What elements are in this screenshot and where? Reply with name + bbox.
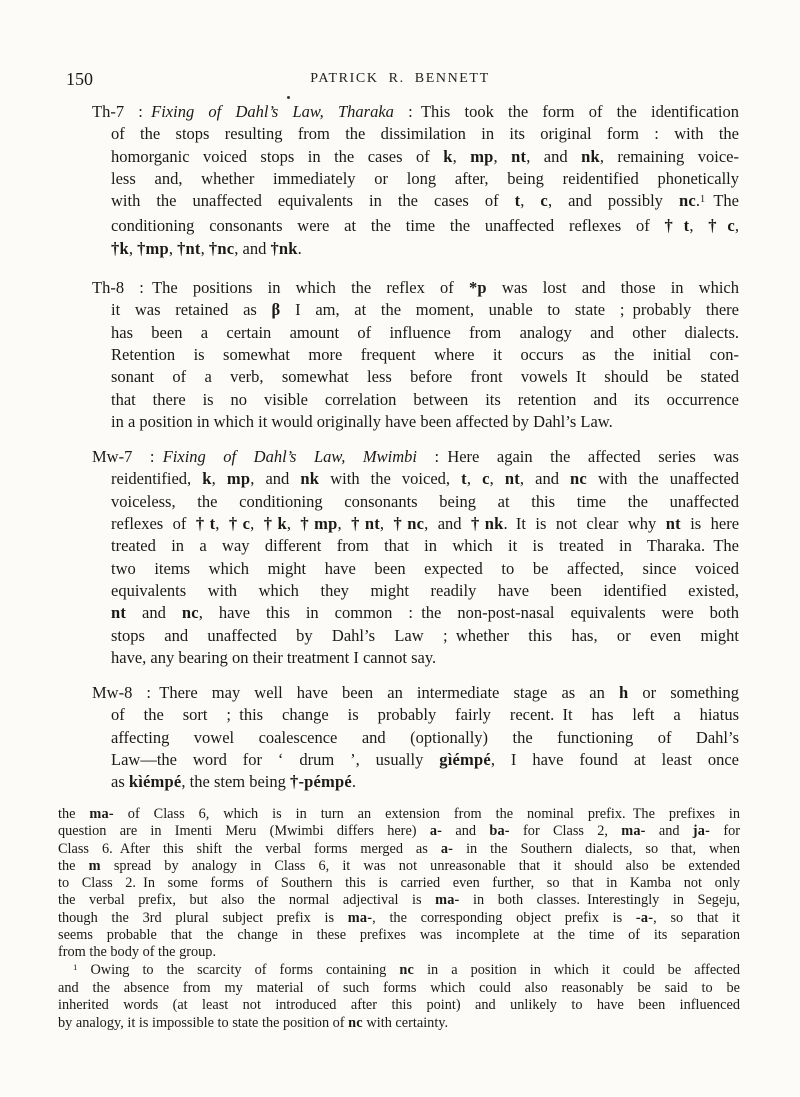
text-line [92,682,739,704]
text-segment: Law—the word for ‘ drum ’, usually [111,750,440,770]
text-segment: or something [628,683,740,703]
text-segment: , and [424,514,471,534]
text-line [111,580,739,602]
text-segment: the [58,857,89,874]
text-line [111,468,739,490]
text-segment: , remaining voice- [599,146,739,166]
text-segment: ja- [692,823,711,840]
text-segment: mp [470,146,494,166]
text-segment: kìémpé [128,772,182,792]
text-segment: 1 [699,193,706,205]
text-line [111,625,739,647]
text-segment: and [645,823,693,840]
text-segment: Owing to the scarcity of forms containing [77,961,400,978]
text-segment: †nt [177,238,201,258]
text-segment: The [705,191,739,211]
text-segment: mp [226,469,251,489]
text-segment: , [211,469,227,489]
text-segment: ma- [347,909,373,926]
text-segment: , and [250,469,301,489]
running-head: PATRICK R. BENNETT [310,71,490,86]
text-line [111,535,739,557]
text-line [92,277,739,299]
text-segment: for Class 2, [509,823,622,840]
text-segment: nk [300,469,320,489]
text-segment: less and, whether immediately or long after, being reidentified phonetically [111,168,739,188]
text-segment: nt [511,146,527,166]
text-segment: nc [678,191,696,211]
text-segment: in both classes. Interestingly in Segeju, [459,892,740,909]
text-segment: nc [570,469,587,489]
text-line [111,558,739,580]
text-segment: reflexes of [111,514,196,534]
text-line [58,962,740,980]
text-segment: nc [399,961,415,978]
text-segment: though the 3rd plural subject prefix is [58,909,348,926]
text-line [111,771,739,793]
text-segment: ma- [435,892,460,909]
text-segment: , [520,191,541,211]
text-segment: a- [429,823,443,840]
text-segment: Retention is somewhat more frequent where it occurs as the initial con- [111,344,739,364]
text-line [111,491,739,513]
text-line [111,322,739,344]
text-segment: as [111,772,129,792]
text-line [111,727,739,749]
text-segment: , [689,216,709,236]
text-segment: nt [111,603,127,623]
text-segment: and [442,823,490,840]
text-segment: nc [348,1014,363,1031]
text-segment: ma- [89,806,114,822]
text-segment: , [286,514,301,534]
text-segment: : Here again the affected series was [416,447,739,467]
text-segment: has been a certain amount of influence from analogy and other dialects. [111,322,739,342]
text-segment: treated in a way different from that in which it is treated in Tharaka. The [111,536,739,556]
text-segment: , the corresponding object prefix is [372,909,636,926]
text-segment: -a- [635,909,654,926]
text-segment: , so that it [653,909,740,926]
text-segment: I am, at the moment, unable to state ; probably there [280,300,739,320]
text-segment: , I have found at least once [490,750,739,770]
text-line [58,944,740,961]
text-segment: , [493,146,512,166]
main-text-column [92,101,739,794]
text-segment: : This took the form of the identification [393,102,739,121]
text-segment: have, any bearing on their treatment I cannot say. [111,647,437,667]
text-line [58,841,740,858]
text-segment: Th-8 : The positions in which the reflex of [92,278,469,298]
text-line [58,997,740,1014]
text-segment: gìémpé [439,750,491,770]
text-segment: reidentified, [111,469,203,489]
text-segment: the [58,806,90,822]
text-segment: in the Southern dialects, so that, when [453,840,740,857]
text-segment: , [215,514,229,534]
text-segment: †nk [470,514,504,534]
text-segment: stops and unaffected by Dahl’s Law ; whether this has, or even might [111,625,739,645]
text-segment: †mp [300,514,338,534]
text-segment: was lost and those in which [486,278,740,298]
text-segment: and the absence from my material of such forms which could also reasonably be said to be [58,979,740,996]
text-segment: nt [504,469,520,489]
text-segment: nc [181,603,199,623]
text-segment: , have this in common : the non-post-nasal equivalents were both [198,603,739,623]
text-segment: , and [526,146,582,166]
text-line [111,344,739,366]
text-segment: nk [581,146,600,166]
text-segment: †-pémpé [290,772,352,792]
footnote-area [58,806,740,1032]
text-line [58,875,740,892]
text-line [111,513,739,535]
text-segment: †nc [208,238,235,258]
text-segment: c [482,469,490,489]
text-segment: and [126,603,182,623]
text-segment: inherited words (at least not introduced after this point) and unlikely to have been influenced [58,997,740,1014]
text-segment: †c [708,216,735,236]
text-segment: c [540,191,548,211]
text-segment: , [452,146,471,166]
text-segment: t [514,191,521,211]
text-segment: Mw-7 : [92,447,163,467]
text-line [111,389,739,411]
text-line [58,910,740,927]
text-line [58,980,740,997]
text-segment: of the stops resulting from the dissimilation in its original form : with the [111,124,739,144]
text-segment: , [466,469,483,489]
text-segment: , [379,514,394,534]
text-segment: t [461,469,467,489]
text-line [92,101,739,123]
text-line [92,446,739,468]
text-segment: nt [665,514,681,534]
text-segment: 1 [73,961,78,972]
ink-speck [287,96,290,99]
text-segment: Fixing of Dahl’s Law, Tharaka [151,102,394,121]
text-line [111,238,739,260]
text-segment: voiceless, the conditioning consonants being at this time the unaffected [111,491,739,511]
text-segment: k [443,146,453,166]
text-segment: the verbal prefix, but also the normal adjectival is [58,892,436,909]
text-segment: †mp [137,238,169,258]
text-segment: m [88,857,101,874]
text-segment: β [271,300,281,320]
text-segment: , and [519,469,571,489]
text-segment: , [168,238,178,258]
text-segment: of Class 6, which is in turn an extension from the nominal prefix. The prefixes in [113,806,740,822]
text-segment: with the voiced, [319,469,462,489]
text-segment: †nt [351,514,380,534]
text-segment: for [710,823,741,840]
text-segment: that there is no visible correlation between its retention and its occurrence [111,389,739,409]
text-line [58,806,740,823]
text-line [111,190,739,215]
text-segment: Fixing of Dahl’s Law, Mwimbi [162,447,417,467]
text-segment: †nc [393,514,425,534]
text-segment: with certainty. [362,1014,449,1031]
text-line [58,823,740,840]
text-segment: †t [195,514,216,534]
text-segment: . It is not clear why [503,514,666,534]
text-line [111,602,739,624]
text-segment: ba- [489,823,510,840]
text-segment: , and possibly [547,191,679,211]
text-segment: . [351,772,357,792]
text-segment: spread by analogy in Class 6, it was not unreasonable that it should also be extended [100,857,741,874]
text-line [111,411,739,433]
text-segment: †t [664,216,690,236]
text-segment: question are in Imenti Meru (Mwimbi differs here) [58,823,430,840]
footnote-continuation [58,806,740,962]
paragraph-th8 [92,277,739,433]
paragraph-mw7 [92,446,739,669]
text-segment: , [337,514,352,534]
text-segment: sonant of a verb, somewhat less before front vowels It should be stated [111,367,739,387]
text-segment: Mw-8 : There may well have been an intermediate stage as an [92,683,619,703]
text-segment: affecting vowel coalescence and (optionally) the functioning of Dahl’s [111,727,739,747]
text-line [111,168,739,190]
text-segment: †k [111,238,129,258]
text-segment: †k [263,514,287,534]
text-line [111,647,739,669]
text-segment: . [297,238,302,258]
text-line [58,927,740,944]
text-segment: †c [228,514,251,534]
text-line [111,123,739,145]
text-segment: , the stem being [181,772,291,792]
text-line [111,215,739,237]
text-segment: , [200,238,209,258]
text-segment: with the unaffected [586,469,740,489]
text-segment: , and [234,238,271,258]
text-segment: *p [468,278,487,298]
text-line [111,366,739,388]
text-segment: homorganic voiced stops in the cases of [111,146,444,166]
text-segment: Th-7 : [92,102,152,121]
text-segment: in a position in which it could be affected [414,961,740,978]
text-segment: . [695,191,700,211]
text-segment: it was retained as [111,300,272,320]
text-segment: Class 6. After this shift the verbal forms merged as [58,840,441,857]
footnote-1 [58,962,740,1032]
text-segment: of the sort ; this change is probably fairly recent. It has left a hiatus [111,705,739,725]
text-segment: from the body of the group. [58,944,217,961]
text-segment: h [618,683,629,703]
paragraph-mw8 [92,682,739,793]
text-segment: is here [680,514,740,534]
text-segment: †nk [270,238,298,258]
text-segment: two items which might have been expected to be affected, since voiced [111,558,739,578]
paragraph-th7 [92,101,739,260]
text-segment: , [128,238,138,258]
text-segment: with the unaffected equivalents in the cases of [111,191,515,211]
text-line [58,892,740,909]
text-line [111,749,739,771]
text-line [58,1015,740,1032]
text-segment: ma- [621,823,646,840]
text-line [111,704,739,726]
text-segment: equivalents with which they might readily have been identified existed, [111,580,739,600]
text-line [58,858,740,875]
text-segment: to Class 2. In some forms of Southern this is carried even further, so that in Kamba not only [58,875,740,892]
text-segment: k [202,469,212,489]
text-segment: a- [440,840,454,857]
text-segment: , [489,469,505,489]
text-segment: conditioning consonants were at the time the unaffected reflexes of [111,216,665,236]
text-segment: by analogy, it is impossible to state the position of [58,1014,349,1031]
text-line [111,299,739,321]
text-segment: seems probable that the change in these prefixes was incomplete at the time of its separation [58,927,740,944]
text-segment: , [734,216,739,236]
text-segment: in a position in which it would originally have been affected by Dahl’s Law. [111,411,613,431]
text-segment: , [250,514,264,534]
text-line [111,146,739,168]
page-number: 150 [66,69,93,89]
